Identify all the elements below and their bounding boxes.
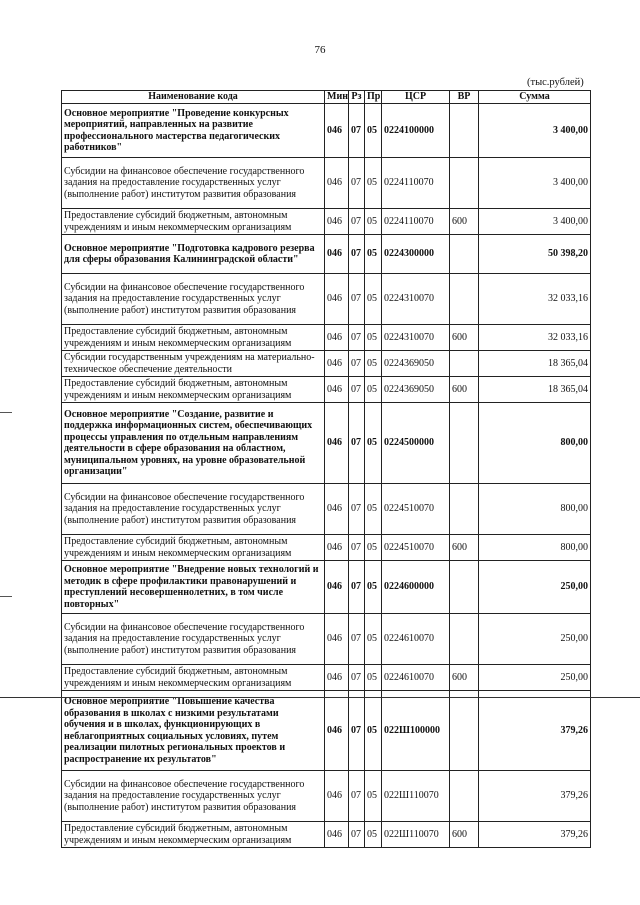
row-pr: 05 <box>365 665 382 691</box>
row-vr <box>450 104 479 158</box>
row-rz: 07 <box>349 484 365 535</box>
table-body <box>62 104 591 848</box>
table-row <box>62 614 591 665</box>
row-pr: 05 <box>365 535 382 561</box>
row-rz: 07 <box>349 561 365 614</box>
row-rz: 07 <box>349 209 365 235</box>
row-sum: 50 398,20 <box>479 235 591 274</box>
row-sum: 800,00 <box>479 535 591 561</box>
row-name: Основное мероприятие "Внедрение новых технологий и методик в сфере профилактики правонарушений и преступлений несовершеннолетних, в том числе повторных" <box>62 561 325 614</box>
row-vr <box>450 274 479 325</box>
row-name: Субсидии на финансовое обеспечение государственного задания на предоставление государственных услуг (выполнение работ) институтом развития образования <box>62 158 325 209</box>
budget-table <box>61 90 591 848</box>
row-name: Субсидии государственным учреждениям на материально-техническое обеспечение деятельности <box>62 351 325 377</box>
table-row <box>62 235 591 274</box>
row-vr <box>450 403 479 484</box>
table-row <box>62 104 591 158</box>
table-row <box>62 209 591 235</box>
row-name: Основное мероприятие "Проведение конкурсных мероприятий, направленных на развитие профессионального мастерства педагогических работников" <box>62 104 325 158</box>
header-pr: Пр <box>365 91 382 104</box>
row-csr: 0224610070 <box>382 665 450 691</box>
row-vr: 600 <box>450 822 479 848</box>
row-min: 046 <box>325 158 349 209</box>
row-rz: 07 <box>349 104 365 158</box>
row-rz: 07 <box>349 158 365 209</box>
row-min: 046 <box>325 325 349 351</box>
row-rz: 07 <box>349 535 365 561</box>
row-pr: 05 <box>365 561 382 614</box>
row-name: Основное мероприятие "Создание, развитие и поддержка информационных систем, обеспечивающих процессы управления по отдельным направлениям деятельности в сфере образования на областном, муниципальном уровнях, на уровне образовательной организации" <box>62 403 325 484</box>
row-name: Предоставление субсидий бюджетным, автономным учреждениям и иным некоммерческим организациям <box>62 209 325 235</box>
row-sum: 800,00 <box>479 403 591 484</box>
row-min: 046 <box>325 403 349 484</box>
header-name: Наименование кода <box>62 91 325 104</box>
row-name: Субсидии на финансовое обеспечение государственного задания на предоставление государственных услуг (выполнение работ) институтом развития образования <box>62 771 325 822</box>
row-rz: 07 <box>349 771 365 822</box>
row-sum: 18 365,04 <box>479 377 591 403</box>
units-label: (тыс.рублей) <box>527 77 584 88</box>
table-row <box>62 691 591 771</box>
row-csr: 0224310070 <box>382 325 450 351</box>
row-vr: 600 <box>450 325 479 351</box>
row-name: Предоставление субсидий бюджетным, автономным учреждениям и иным некоммерческим организациям <box>62 377 325 403</box>
row-vr: 600 <box>450 535 479 561</box>
table-row <box>62 377 591 403</box>
header-vr: ВР <box>450 91 479 104</box>
row-rz: 07 <box>349 665 365 691</box>
table-row <box>62 822 591 848</box>
row-csr: 022Ш110070 <box>382 822 450 848</box>
row-min: 046 <box>325 691 349 771</box>
table-row <box>62 535 591 561</box>
row-csr: 0224300000 <box>382 235 450 274</box>
row-min: 046 <box>325 561 349 614</box>
row-pr: 05 <box>365 484 382 535</box>
row-name: Основное мероприятие "Подготовка кадрового резерва для сферы образования Калининградской области" <box>62 235 325 274</box>
table-row <box>62 325 591 351</box>
row-rz: 07 <box>349 822 365 848</box>
row-name: Предоставление субсидий бюджетным, автономным учреждениям и иным некоммерческим организациям <box>62 325 325 351</box>
row-csr: 0224310070 <box>382 274 450 325</box>
row-sum: 32 033,16 <box>479 325 591 351</box>
row-pr: 05 <box>365 691 382 771</box>
table-row <box>62 665 591 691</box>
row-pr: 05 <box>365 104 382 158</box>
row-sum: 3 400,00 <box>479 104 591 158</box>
table-row <box>62 403 591 484</box>
table-header-row <box>62 91 591 104</box>
row-rz: 07 <box>349 691 365 771</box>
row-sum: 379,26 <box>479 771 591 822</box>
page-separator-line <box>0 697 640 698</box>
header-sum: Сумма <box>479 91 591 104</box>
row-min: 046 <box>325 665 349 691</box>
row-pr: 05 <box>365 209 382 235</box>
row-csr: 0224110070 <box>382 158 450 209</box>
row-sum: 379,26 <box>479 822 591 848</box>
row-vr <box>450 158 479 209</box>
row-csr: 0224369050 <box>382 377 450 403</box>
row-rz: 07 <box>349 351 365 377</box>
row-vr: 600 <box>450 665 479 691</box>
row-min: 046 <box>325 822 349 848</box>
row-name: Субсидии на финансовое обеспечение государственного задания на предоставление государственных услуг (выполнение работ) институтом развития образования <box>62 614 325 665</box>
row-name: Предоставление субсидий бюджетным, автономным учреждениям и иным некоммерческим организациям <box>62 535 325 561</box>
table-row <box>62 351 591 377</box>
row-sum: 3 400,00 <box>479 209 591 235</box>
row-rz: 07 <box>349 235 365 274</box>
table-row <box>62 771 591 822</box>
row-pr: 05 <box>365 614 382 665</box>
row-min: 046 <box>325 377 349 403</box>
row-csr: 0224110070 <box>382 209 450 235</box>
row-vr: 600 <box>450 209 479 235</box>
row-pr: 05 <box>365 771 382 822</box>
row-min: 046 <box>325 771 349 822</box>
row-csr: 022Ш100000 <box>382 691 450 771</box>
row-rz: 07 <box>349 377 365 403</box>
row-vr <box>450 484 479 535</box>
row-csr: 0224600000 <box>382 561 450 614</box>
row-sum: 250,00 <box>479 614 591 665</box>
row-vr <box>450 561 479 614</box>
row-pr: 05 <box>365 325 382 351</box>
row-pr: 05 <box>365 158 382 209</box>
row-min: 046 <box>325 235 349 274</box>
row-pr: 05 <box>365 403 382 484</box>
row-sum: 250,00 <box>479 561 591 614</box>
row-vr <box>450 351 479 377</box>
row-vr <box>450 235 479 274</box>
row-csr: 0224500000 <box>382 403 450 484</box>
row-vr <box>450 691 479 771</box>
row-min: 046 <box>325 351 349 377</box>
table-row <box>62 274 591 325</box>
row-min: 046 <box>325 274 349 325</box>
row-rz: 07 <box>349 403 365 484</box>
row-vr <box>450 771 479 822</box>
row-sum: 379,26 <box>479 691 591 771</box>
row-pr: 05 <box>365 351 382 377</box>
row-csr: 0224369050 <box>382 351 450 377</box>
row-min: 046 <box>325 535 349 561</box>
row-csr: 0224510070 <box>382 535 450 561</box>
page-number: 76 <box>314 44 326 56</box>
row-pr: 05 <box>365 274 382 325</box>
row-rz: 07 <box>349 274 365 325</box>
row-name: Субсидии на финансовое обеспечение государственного задания на предоставление государственных услуг (выполнение работ) институтом развития образования <box>62 484 325 535</box>
row-name: Субсидии на финансовое обеспечение государственного задания на предоставление государственных услуг (выполнение работ) институтом развития образования <box>62 274 325 325</box>
row-pr: 05 <box>365 235 382 274</box>
header-csr: ЦСР <box>382 91 450 104</box>
row-rz: 07 <box>349 614 365 665</box>
row-min: 046 <box>325 614 349 665</box>
row-vr: 600 <box>450 377 479 403</box>
row-name: Предоставление субсидий бюджетным, автономным учреждениям и иным некоммерческим организациям <box>62 822 325 848</box>
table-row <box>62 561 591 614</box>
row-sum: 250,00 <box>479 665 591 691</box>
row-sum: 800,00 <box>479 484 591 535</box>
header-rz: Рз <box>349 91 365 104</box>
row-name: Основное мероприятие "Повышение качества образования в школах с низкими результатами обучения и в школах, функционирующих в неблагоприятных социальных условиях, путем реализации пилотных региональных проектов и распространение их результатов" <box>62 691 325 771</box>
row-min: 046 <box>325 104 349 158</box>
row-min: 046 <box>325 484 349 535</box>
header-min: Мин <box>325 91 349 104</box>
row-sum: 3 400,00 <box>479 158 591 209</box>
row-sum: 32 033,16 <box>479 274 591 325</box>
table-row <box>62 484 591 535</box>
row-csr: 0224610070 <box>382 614 450 665</box>
row-vr <box>450 614 479 665</box>
table-row <box>62 158 591 209</box>
row-pr: 05 <box>365 822 382 848</box>
row-csr: 022Ш110070 <box>382 771 450 822</box>
row-sum: 18 365,04 <box>479 351 591 377</box>
margin-tick <box>0 412 12 413</box>
row-pr: 05 <box>365 377 382 403</box>
row-rz: 07 <box>349 325 365 351</box>
row-csr: 0224510070 <box>382 484 450 535</box>
margin-tick <box>0 596 12 597</box>
row-min: 046 <box>325 209 349 235</box>
row-csr: 0224100000 <box>382 104 450 158</box>
row-name: Предоставление субсидий бюджетным, автономным учреждениям и иным некоммерческим организациям <box>62 665 325 691</box>
